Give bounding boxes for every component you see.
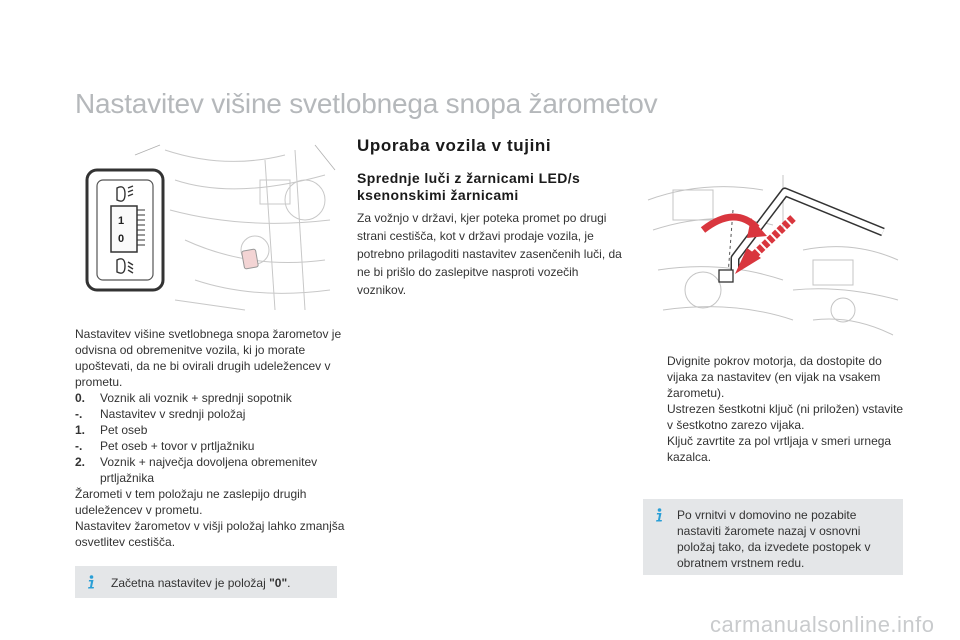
info-text-suffix: .	[287, 576, 291, 590]
section-heading: Uporaba vozila v tujini	[357, 136, 552, 155]
sub-heading: Sprednje luči z žarnicami LED/s ksenonskimi žarnicami	[357, 170, 581, 203]
info-text-prefix: Začetna nastavitev je položaj	[111, 576, 270, 590]
position-text: Pet oseb	[100, 423, 148, 437]
dial-label-bottom: 0	[118, 233, 125, 245]
position-row	[75, 454, 347, 486]
list-item	[643, 353, 905, 401]
return-home-info-box	[643, 499, 903, 575]
position-row	[75, 406, 347, 422]
position-key: 2.	[75, 455, 86, 469]
page-title: Nastavitev višine svetlobnega snopa žarometov	[75, 88, 658, 119]
checkbox-bullet-icon	[643, 401, 667, 433]
position-text: Pet oseb + tovor v prtljažniku	[100, 439, 255, 453]
headlamp-dial-illustration	[75, 140, 337, 315]
step-text: Ključ zavrtite za pol vrtljaja v smeri urnega kazalca.	[667, 434, 892, 464]
position-row	[75, 390, 347, 406]
position-row	[75, 422, 347, 438]
dial-label-top: 1	[118, 215, 125, 227]
return-home-text: Po vrnitvi v domovino ne pozabite nastaviti žaromete nazaj v osnovni položaj tako, da izvedete postopek v obratnem vrstnem redu.	[677, 508, 871, 570]
higher-setting-note-paragraph: Nastavitev žarometov v višji položaj lahko zmanjša osvetlitev cestišča.	[75, 519, 345, 549]
position-text: Voznik ali voznik + sprednji sopotnik	[100, 391, 292, 405]
intro-paragraph: Za vožnjo v državi, kjer poteka promet po drugi strani cestišča, kot v državi prodaje vozila, je potrebno prilagoditi nastavitev zasenčenih luči, da ne bi prišlo do zaslepitve nasproti vozečih voznikov.	[357, 211, 622, 297]
info-icon	[653, 508, 665, 522]
position-text: Voznik + največja dovoljena obremenitev prtljažnika	[100, 455, 318, 485]
step-text: Ustrezen šestkotni ključ (ni priložen) vstavite v šestkotno zarezo vijaka.	[667, 402, 904, 432]
list-item	[643, 433, 905, 465]
position-key: -.	[75, 407, 83, 421]
initial-setting-info-box	[75, 566, 337, 598]
checkbox-bullet-icon	[643, 353, 667, 401]
position-key: 0.	[75, 391, 86, 405]
adjustment-steps	[643, 353, 905, 465]
load-settings-text	[75, 326, 347, 550]
info-icon	[85, 575, 97, 589]
position-text: Nastavitev v srednji položaj	[100, 407, 246, 421]
initial-position-value: "0"	[269, 576, 288, 590]
glare-note-paragraph: Žarometi v tem položaju ne zaslepijo drugih udeležencev v prometu.	[75, 487, 307, 517]
position-key: -.	[75, 439, 83, 453]
position-key: 1.	[75, 423, 86, 437]
watermark-footer: carmanualsonline.info	[710, 612, 935, 637]
initial-setting-text	[111, 575, 291, 591]
step-text: Dvignite pokrov motorja, da dostopite do vijaka za nastavitev (en vijak na vsakem žarometu).	[667, 354, 882, 400]
load-intro-paragraph: Nastavitev višine svetlobnega snopa žarometov je odvisna od obremenitve vozila, ki jo morate upoštevati, da ne bi ovirali drugih udeležencev v prometu.	[75, 327, 342, 389]
checkbox-bullet-icon	[643, 433, 667, 465]
engine-bay-illustration	[643, 170, 903, 345]
position-row	[75, 438, 347, 454]
list-item	[643, 401, 905, 433]
